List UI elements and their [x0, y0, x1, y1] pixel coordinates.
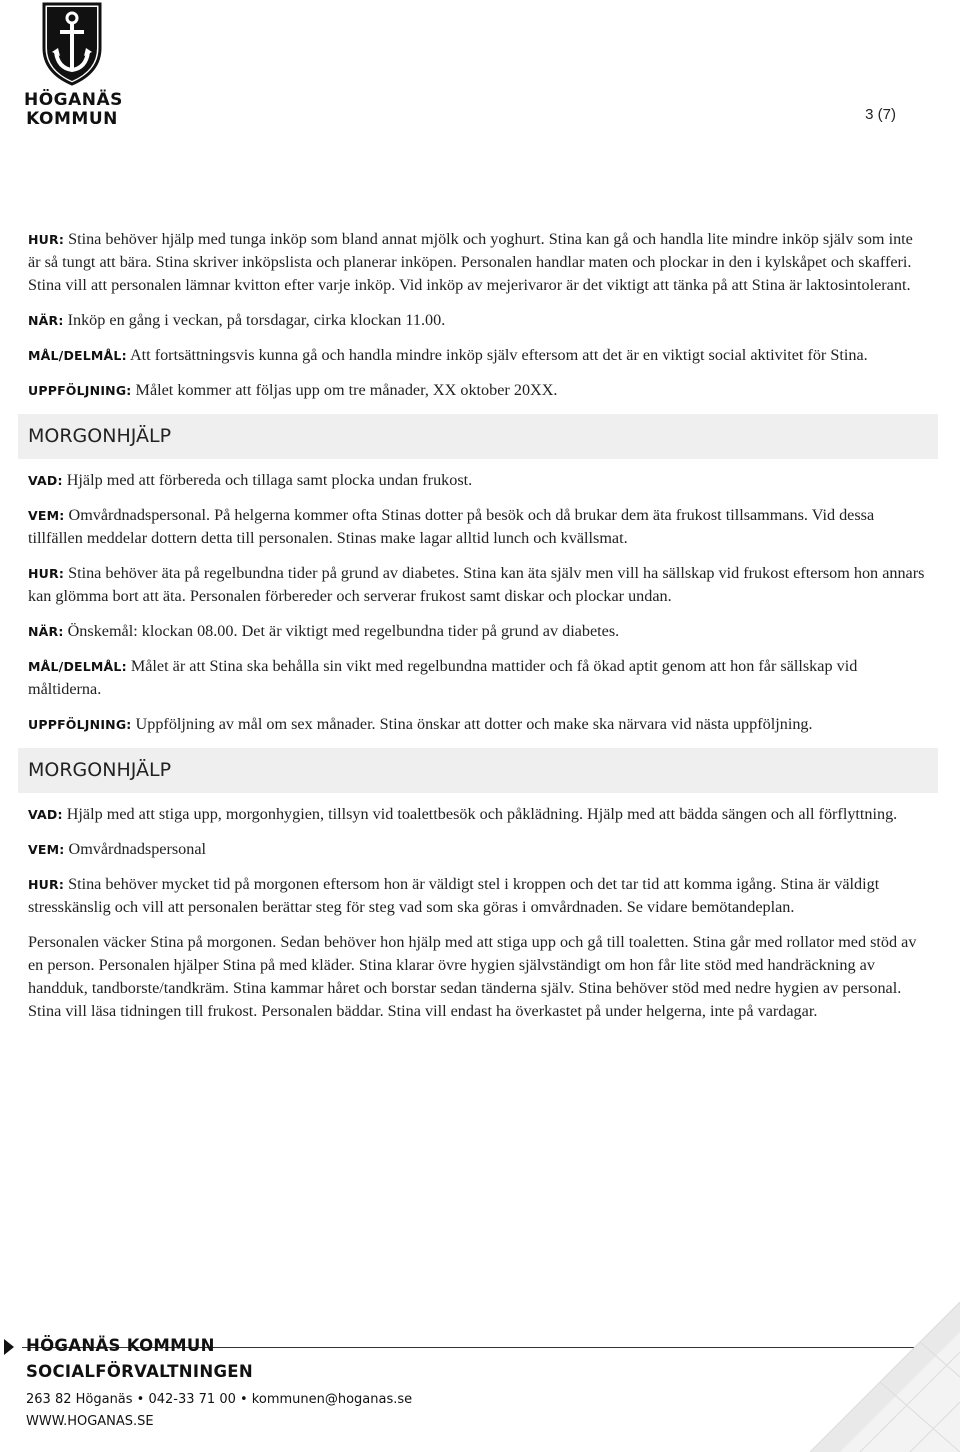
paragraph-hur-1: [28, 228, 928, 297]
label-uppfoljning: UPPFÖLJNING:: [28, 383, 132, 398]
footer-website-link[interactable]: WWW.HOGANAS.SE: [26, 1414, 154, 1429]
text-hur: Stina behöver hjälp med tunga inköp som bland annat mjölk och yoghurt. Stina kan gå och handla lite mindre inköp själv som inte är så tungt att bära. Stina skriver inköpslista och planerar inköpen. Personalen handlar maten och plockar in den i kylskåpet och skafferi. Stina vill att personalen lämnar kvitton efter varje inköp. Vid inköp av mejerivaror är det viktigt att tänka på att Stina är laktosintolerant.: [28, 230, 913, 294]
text-uppfoljning: Uppföljning av mål om sex månader. Stina önskar att dotter och make ska närvara vid nästa uppföljning.: [135, 715, 813, 733]
label-mal: MÅL/DELMÅL:: [28, 348, 127, 363]
paragraph-vem-3: [28, 838, 928, 861]
label-vad: VAD:: [28, 807, 63, 822]
text-vem: Omvårdnadspersonal. På helgerna kommer ofta Stinas dotter på besök och då brukar dem äta frukost tillsammans. Vid dessa tillfällen meddelar dottern detta till personalen. Stinas make lagar alltid lunch och kvällsmat.: [28, 506, 875, 547]
page-number: 3 (7): [865, 106, 896, 123]
text-vem: Omvårdnadspersonal: [68, 840, 207, 858]
paragraph-mal-1: [28, 344, 928, 367]
paragraph-vem-2: [28, 504, 928, 550]
paragraph-nar-2: [28, 620, 928, 643]
paragraph-description: Personalen väcker Stina på morgonen. Sedan behöver hon hjälp med att stiga upp och gå till toaletten. Stina går med rollator med stöd av en person. Personalen hjälper Stina på med kläder. Stina klarar övre hygien självständigt om hon får lite stöd med handräckning av handduk, tandborste/tandkräm. Stina kammar håret och borstar sedan tänderna själv. Stina behöver stöd med nedre hygien av personal. Stina vill läsa tidningen till frukost. Personalen bäddar. Stina vill endast ha överkastet på under helgerna, inte på vardagar.: [28, 933, 917, 1020]
paragraph-vad-3: [28, 803, 928, 826]
text-nar: Önskemål: klockan 08.00. Det är viktigt med regelbundna tider på grund av diabetes.: [67, 622, 620, 640]
footer-org-name: HÖGANÄS KOMMUN: [26, 1336, 215, 1355]
text-vad: Hjälp med att stiga upp, morgonhygien, tillsyn vid toalettbesök och påklädning. Hjälp med att bädda sängen och all förflyttning.: [66, 805, 898, 823]
label-nar: NÄR:: [28, 313, 64, 328]
label-hur: HUR:: [28, 566, 65, 581]
footer-department: SOCIALFÖRVALTNINGEN: [26, 1362, 253, 1381]
paragraph-uppfoljning-2: [28, 713, 928, 736]
paragraph-hur-2: [28, 562, 928, 608]
text-mal: Målet är att Stina ska behålla sin vikt med regelbundna mattider och få ökad aptit genom att hon får sällskap vid måltiderna.: [28, 657, 858, 698]
section-heading-morgonhjalp-2: MORGONHJÄLP: [18, 748, 938, 793]
label-vad: VAD:: [28, 473, 63, 488]
anchor-crest-icon: [24, 0, 120, 86]
label-hur: HUR:: [28, 232, 65, 247]
municipality-logo: [24, 0, 123, 129]
label-vem: VEM:: [28, 508, 65, 523]
decorative-triangle-pattern-icon: [760, 1302, 960, 1452]
text-nar: Inköp en gång i veckan, på torsdagar, cirka klockan 11.00.: [67, 311, 446, 329]
text-hur: Stina behöver mycket tid på morgonen eftersom hon är väldigt stel i kroppen och det tar tid att komma igång. Stina är väldigt stresskänslig och vill att personalen berättar steg för steg vad som ska göras i omvårdnaden. Se vidare bemötandeplan.: [28, 875, 880, 916]
section-heading-morgonhjalp-1: MORGONHJÄLP: [18, 414, 938, 459]
label-mal: MÅL/DELMÅL:: [28, 659, 127, 674]
paragraph-uppfoljning-1: [28, 379, 928, 402]
label-vem: VEM:: [28, 842, 65, 857]
paragraph-mal-2: [28, 655, 928, 701]
arrow-right-icon: [4, 1339, 14, 1355]
label-uppfoljning: UPPFÖLJNING:: [28, 717, 132, 732]
text-uppfoljning: Målet kommer att följas upp om tre månader, XX oktober 20XX.: [135, 381, 558, 399]
text-vad: Hjälp med att förbereda och tillaga samt plocka undan frukost.: [66, 471, 473, 489]
label-nar: NÄR:: [28, 624, 64, 639]
paragraph-hur-3: [28, 873, 928, 919]
logo-wordmark-line1: HÖGANÄS: [24, 90, 123, 110]
text-hur: Stina behöver äta på regelbundna tider på grund av diabetes. Stina kan äta själv men vill ha sällskap vid frukost eftersom hon annars kan glömma bort att äta. Personalen förbereder och serverar frukost samt diskar och plockar undan.: [28, 564, 925, 605]
document-body: [28, 228, 928, 1023]
paragraph-nar-1: [28, 309, 928, 332]
text-mal: Att fortsättningsvis kunna gå och handla mindre inköp själv eftersom att det är en viktigt social aktivitet för Stina.: [129, 346, 868, 364]
label-hur: HUR:: [28, 877, 65, 892]
logo-wordmark-line2: KOMMUN: [26, 109, 118, 129]
footer-contact: 263 82 Höganäs • 042-33 71 00 • kommunen@hoganas.se: [26, 1392, 413, 1407]
paragraph-vad-2: [28, 469, 928, 492]
